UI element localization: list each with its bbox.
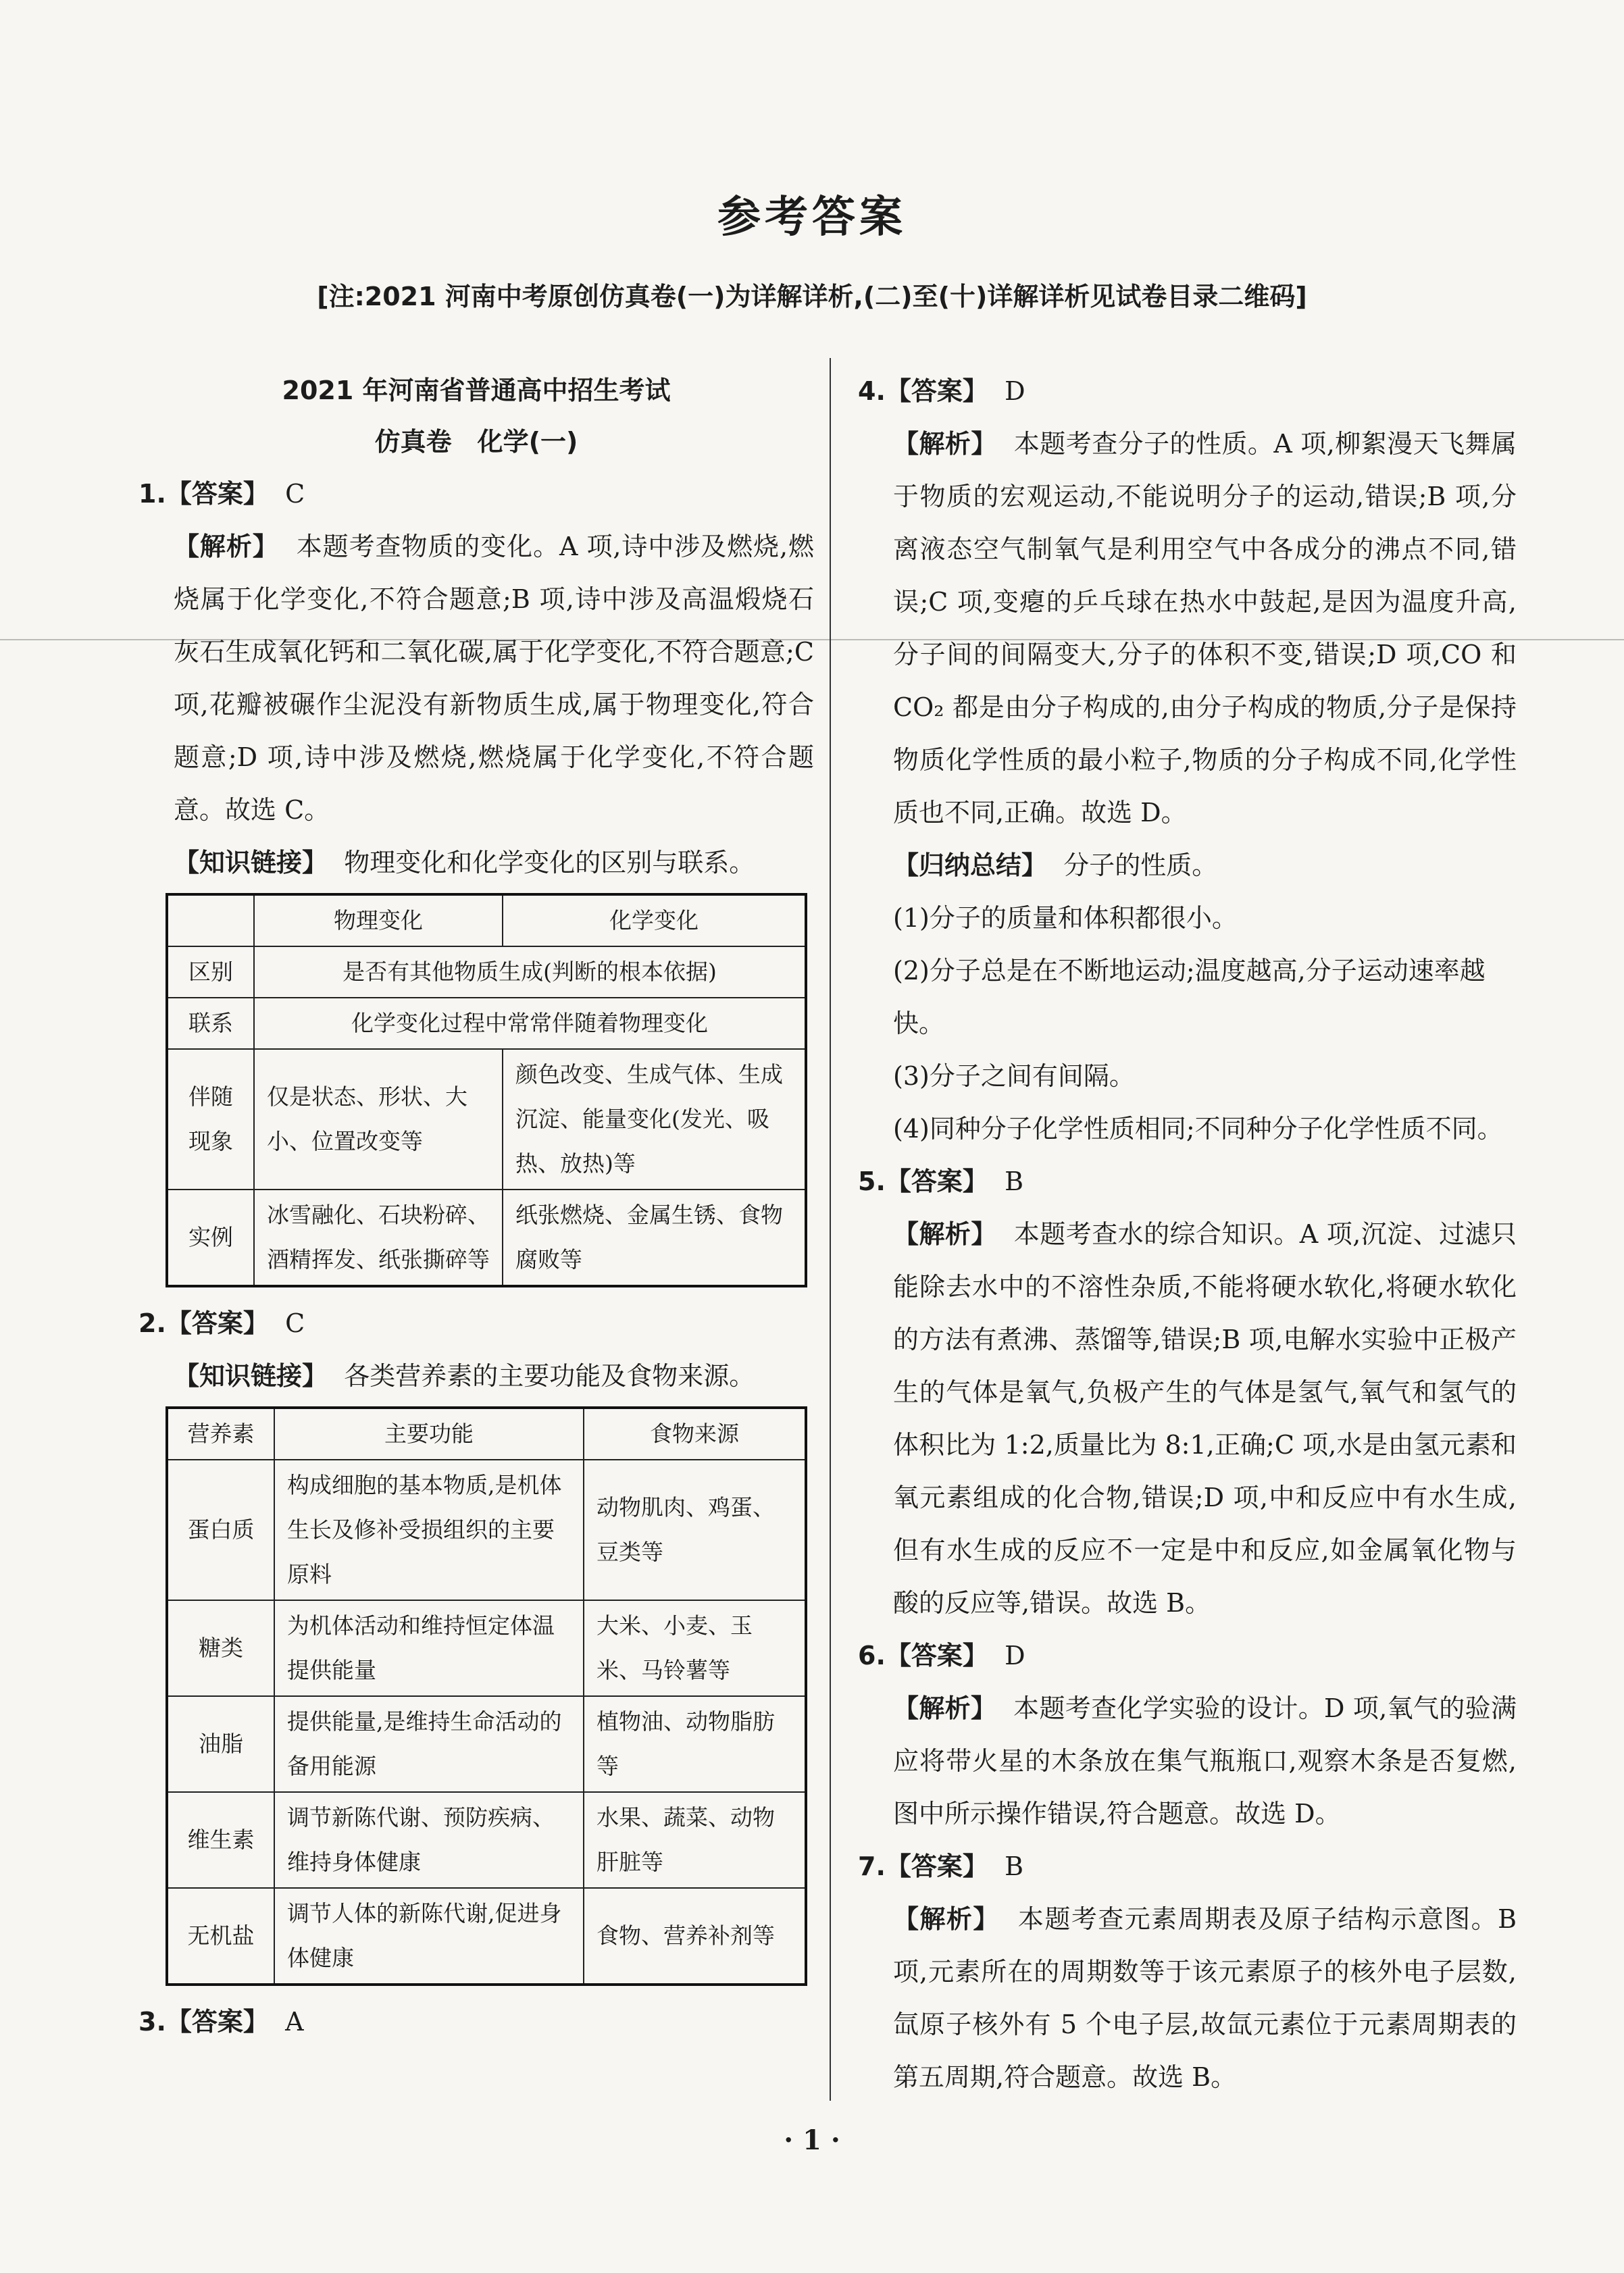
q5-answer	[858, 1155, 1517, 1208]
table-cell: 纸张燃烧、金属生锈、食物腐败等	[503, 1190, 806, 1286]
answer-tag: 【答案】	[166, 479, 269, 509]
q4-analysis-text: 本题考查分子的性质。A 项,柳絮漫天飞舞属于物质的宏观运动,不能说明分子的运动,错误;B 项,分离液态空气制氧气是利用空气中各成分的沸点不同,错误;C 项,变瘪的乒乓球在热水中鼓起,是因为温度升高,分子间的间隔变大,分子的体积不变,错误;D 项,CO 和 CO₂ 都是由分子构成的,由分子构成的物质,分子是保持物质化学性质的最小粒子,物质的分子构成不同,化学性质也不同,正确。故选 D。	[893, 429, 1517, 827]
table-header-cell: 化学变化	[503, 894, 806, 946]
q1-answer-value: C	[285, 479, 305, 509]
table-header-cell: 营养素	[167, 1408, 274, 1460]
q4-point: (3)分子之间有间隔。	[893, 1061, 1135, 1091]
q6-answer-value: D	[1005, 1641, 1025, 1670]
q1-answer	[138, 467, 814, 520]
q1-knowledge	[138, 836, 814, 889]
table-cell: 水果、蔬菜、动物肝脏等	[584, 1792, 806, 1888]
table-cell: 植物油、动物脂肪等	[584, 1696, 806, 1792]
table-cell: 维生素	[167, 1792, 274, 1888]
q6-analysis-text: 本题考查化学实验的设计。D 项,氧气的验满应将带火星的木条放在集气瓶瓶口,观察木条是否复燃,图中所示操作错误,符合题意。故选 D。	[893, 1693, 1517, 1829]
q2-number: 2.	[138, 1308, 166, 1338]
table-row	[167, 1049, 806, 1190]
q4-summary-text: 分子的性质。	[1063, 850, 1218, 880]
table-row	[167, 1460, 806, 1600]
q4-analysis	[858, 417, 1517, 839]
q4-point: (2)分子总是在不断地运动;温度越高,分子运动速率越快。	[893, 956, 1486, 1038]
analysis-tag: 【解析】	[893, 1904, 1000, 1934]
q2-knowledge	[138, 1350, 814, 1402]
table-cell: 伴随现象	[167, 1049, 254, 1190]
analysis-tag: 【解析】	[893, 1693, 997, 1723]
answer-tag: 【答案】	[166, 1308, 269, 1338]
table-row	[167, 1888, 806, 1985]
q1-knowledge-text: 物理变化和化学变化的区别与联系。	[344, 848, 755, 877]
q1-analysis-text: 本题考查物质的变化。A 项,诗中涉及燃烧,燃烧属于化学变化,不符合题意;B 项,诗中涉及高温煅烧石灰石生成氧化钙和二氧化碳,属于化学变化,不符合题意;C 项,花瓣被碾作尘泥没有新物质生成,属于物理变化,符合题意;D 项,诗中涉及燃烧,燃烧属于化学变化,不符合题意。故选 C。	[174, 532, 814, 825]
right-column	[858, 365, 1517, 2103]
page-note: [注:2021 河南中考原创仿真卷(一)为详解详析,(二)至(十)详解详析见试卷目录二维码]	[317, 282, 1307, 311]
table-cell: 仅是状态、形状、大小、位置改变等	[254, 1049, 503, 1190]
q4-answer-value: D	[1005, 376, 1025, 406]
table-cell: 蛋白质	[167, 1460, 274, 1600]
summary-tag: 【归纳总结】	[893, 850, 1048, 880]
table-row	[167, 1792, 806, 1888]
table-cell: 化学变化过程中常常伴随着物理变化	[254, 998, 806, 1049]
table-header-cell: 食物来源	[584, 1408, 806, 1460]
q4-point: (1)分子的质量和体积都很小。	[893, 903, 1238, 933]
answer-tag: 【答案】	[885, 1167, 988, 1196]
analysis-tag: 【解析】	[174, 532, 279, 561]
change-comparison-table	[166, 893, 807, 1287]
table-cell: 实例	[167, 1190, 254, 1286]
table-header-cell	[167, 894, 254, 946]
q4-point: (4)同种分子化学性质相同;不同种分子化学性质不同。	[893, 1114, 1503, 1144]
q5-number: 5.	[858, 1167, 886, 1196]
table-row	[167, 946, 806, 998]
table-cell: 联系	[167, 998, 254, 1049]
table-cell: 为机体活动和维持恒定体温提供能量	[274, 1600, 584, 1696]
answer-tag: 【答案】	[166, 2007, 269, 2037]
q1-analysis	[138, 520, 814, 836]
page-number: · 1 ·	[784, 2124, 840, 2156]
answer-tag: 【答案】	[885, 1641, 988, 1670]
q3-answer	[138, 1995, 814, 2048]
q2-answer	[138, 1297, 814, 1350]
q5-answer-value: B	[1005, 1167, 1024, 1196]
q7-analysis	[858, 1893, 1517, 2103]
left-column	[138, 365, 814, 2048]
table-cell: 调节新陈代谢、预防疾病、维持身体健康	[274, 1792, 584, 1888]
table-cell: 区别	[167, 946, 254, 998]
q7-number: 7.	[858, 1851, 886, 1881]
table-cell: 冰雪融化、石块粉碎、酒精挥发、纸张撕碎等	[254, 1190, 503, 1286]
q4-summary	[858, 839, 1517, 892]
table-cell: 提供能量,是维持生命活动的备用能源	[274, 1696, 584, 1792]
q7-analysis-text: 本题考查元素周期表及原子结构示意图。B 项,元素所在的周期数等于该元素原子的核外电子层数,氙原子核外有 5 个电子层,故氙元素位于元素周期表的第五周期,符合题意。故选 B。	[893, 1904, 1517, 2092]
exam-title-line2: 仿真卷 化学(一)	[374, 427, 578, 457]
table-cell: 动物肌肉、鸡蛋、豆类等	[584, 1460, 806, 1600]
q1-number: 1.	[138, 479, 166, 509]
column-divider	[830, 358, 831, 2101]
q7-answer	[858, 1840, 1517, 1893]
exam-title-line1: 2021 年河南省普通高中招生考试	[282, 376, 671, 405]
q6-number: 6.	[858, 1641, 886, 1670]
table-cell: 无机盐	[167, 1888, 274, 1985]
knowledge-tag: 【知识链接】	[174, 1361, 328, 1391]
table-header-cell: 物理变化	[254, 894, 503, 946]
table-cell: 油脂	[167, 1696, 274, 1792]
table-row	[167, 1190, 806, 1286]
knowledge-tag: 【知识链接】	[174, 848, 328, 877]
q7-answer-value: B	[1005, 1851, 1024, 1881]
table-row	[167, 998, 806, 1049]
q4-number: 4.	[858, 376, 886, 406]
table-row	[167, 1600, 806, 1696]
table-cell: 糖类	[167, 1600, 274, 1696]
answer-tag: 【答案】	[885, 376, 988, 406]
q2-answer-value: C	[285, 1308, 305, 1338]
table-header-cell: 主要功能	[274, 1408, 584, 1460]
q4-answer	[858, 365, 1517, 417]
analysis-tag: 【解析】	[893, 1219, 997, 1249]
q5-analysis-text: 本题考查水的综合知识。A 项,沉淀、过滤只能除去水中的不溶性杂质,不能将硬水软化,将硬水软化的方法有煮沸、蒸馏等,错误;B 项,电解水实验中正极产生的气体是氧气,负极产生的气体是氢气,氧气和氢气的体积比为 1:2,质量比为 8:1,正确;C 项,水是由氢元素和氧元素组成的化合物,错误;D 项,中和反应中有水生成,但有水生成的反应不一定是中和反应,如金属氧化物与酸的反应等,错误。故选 B。	[893, 1219, 1517, 1618]
table-cell: 颜色改变、生成气体、生成沉淀、能量变化(发光、吸热、放热)等	[503, 1049, 806, 1190]
table-row	[167, 1696, 806, 1792]
q5-analysis	[858, 1208, 1517, 1629]
q2-knowledge-text: 各类营养素的主要功能及食物来源。	[344, 1361, 755, 1391]
page-title: 参考答案	[717, 193, 907, 242]
q6-analysis	[858, 1682, 1517, 1840]
table-cell: 构成细胞的基本物质,是机体生长及修补受损组织的主要原料	[274, 1460, 584, 1600]
table-cell: 是否有其他物质生成(判断的根本依据)	[254, 946, 806, 998]
table-cell: 食物、营养补剂等	[584, 1888, 806, 1985]
nutrient-table	[166, 1406, 807, 1986]
q6-answer	[858, 1629, 1517, 1682]
answer-tag: 【答案】	[885, 1851, 988, 1881]
table-header-row	[167, 1408, 806, 1460]
table-cell: 大米、小麦、玉米、马铃薯等	[584, 1600, 806, 1696]
q3-number: 3.	[138, 2007, 166, 2037]
table-header-row	[167, 894, 806, 946]
table-cell: 调节人体的新陈代谢,促进身体健康	[274, 1888, 584, 1985]
analysis-tag: 【解析】	[893, 429, 997, 459]
q3-answer-value: A	[285, 2007, 304, 2037]
